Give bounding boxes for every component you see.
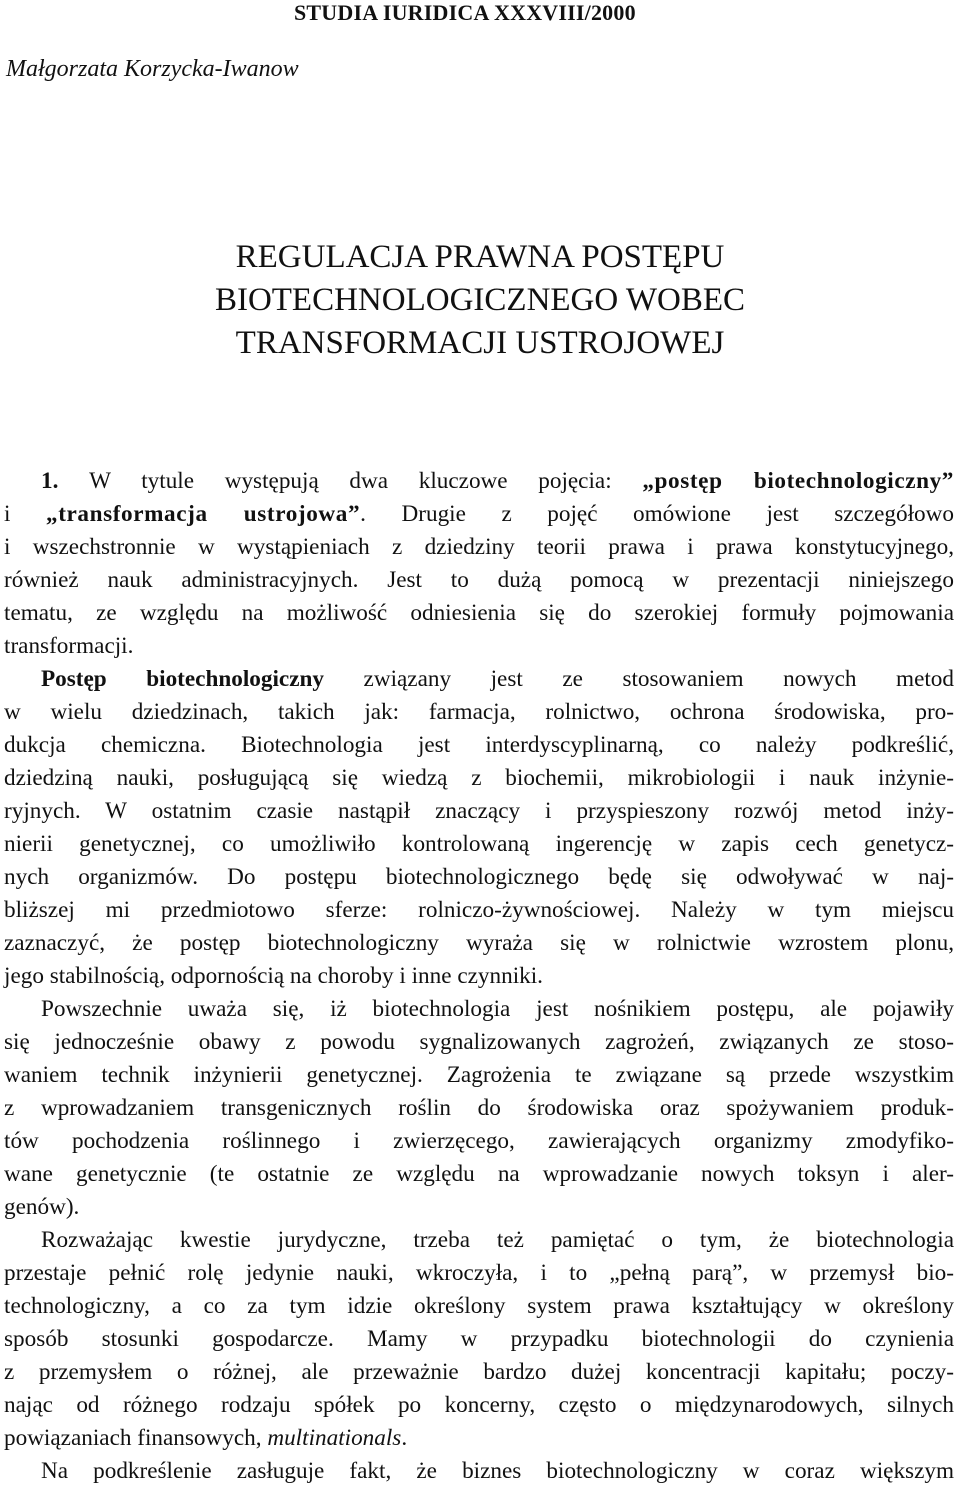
term-emphasis: „transformacja ustrojowa” <box>46 501 361 527</box>
term-emphasis: Postęp biotechnologiczny <box>41 666 324 692</box>
text-line: nych organizmów. Do postępu biotechnologicznego będę się odwoływać w naj- <box>4 864 954 890</box>
text-line: z przemysłem o różnej, ale przeważnie bardzo dużej koncentracji kapitału; poczy- <box>4 1359 954 1385</box>
text-line: przestaje pełnić rolę jedynie nauki, wkroczyła, i to „pełną parą”, w przemysł bio- <box>4 1260 954 1286</box>
text-line <box>4 498 954 531</box>
text-line: wane genetycznie (te ostatnie ze względu na wprowadzanie nowych toksyn i aler- <box>4 1161 954 1187</box>
text-line: genów). <box>4 1194 80 1220</box>
article-body <box>4 465 954 1488</box>
text-line: waniem technik inżynierii genetycznej. Zagrożenia te związane są przede wszystkim <box>4 1062 954 1088</box>
text-line: sposób stosunki gospodarcze. Mamy w przypadku biotechnologii do czynienia <box>4 1326 954 1352</box>
title-line: BIOTECHNOLOGICZNEGO WOBEC <box>214 282 746 318</box>
text-line: ryjnych. W ostatnim czasie nastąpił znaczący i przyspieszony rozwój metod inży- <box>4 798 954 824</box>
text-line: dziedziną nauki, posługującą się wiedzą z biochemii, mikrobiologii i nauk inżynie- <box>4 765 954 791</box>
paragraph-2 <box>4 663 954 993</box>
text-line: zaznaczyć, że postęp biotechnologiczny wyraża się w rolnictwie wzrostem plonu, <box>4 930 954 956</box>
text-segment: . <box>401 1425 408 1451</box>
text-line: nając od różnego rodzaju spółek po koncerny, często o międzynarodowych, silnych <box>4 1392 954 1418</box>
text-segment: i <box>4 501 46 527</box>
text-line: z wprowadzaniem transgenicznych roślin do środowiska oraz spożywaniem produk- <box>4 1095 954 1121</box>
text-line: i wszechstronnie w wystąpieniach z dziedziny teorii prawa i prawa konstytucyjnego, <box>4 534 954 560</box>
italic-term: multinationals <box>267 1425 402 1451</box>
text-line: tematu, ze względu na możliwość odniesienia się do szerokiej formuły pojmowania <box>4 600 954 626</box>
title-line: TRANSFORMACJI USTROJOWEJ <box>235 325 725 361</box>
text-segment: związany jest ze stosowaniem nowych metod <box>324 666 954 692</box>
paragraph-4 <box>4 1224 954 1455</box>
term-emphasis: „postęp biotechnologiczny” <box>642 468 955 494</box>
text-line: w wielu dziedzinach, takich jak: farmacja, rolnictwo, ochrona środowiska, pro- <box>4 699 954 725</box>
text-line: transformacji. <box>4 633 134 659</box>
journal-header: STUDIA IURIDICA XXXVIII/2000 <box>294 0 636 25</box>
text-line: Na podkreślenie zasługuje fakt, że biznes biotechnologiczny w coraz większym <box>41 1458 954 1484</box>
text-line: tów pochodzenia roślinnego i zwierzęcego, zawierających organizmy zmodyfiko- <box>4 1128 954 1154</box>
text-segment: W tytule występują dwa kluczowe pojęcia: <box>89 468 643 494</box>
text-line: się jednocześnie obawy z powodu sygnalizowanych zagrożeń, związanych ze stoso- <box>4 1029 954 1055</box>
section-number: 1. <box>41 468 90 494</box>
title-line: REGULACJA PRAWNA POSTĘPU <box>235 239 725 275</box>
paragraph-3 <box>4 993 954 1224</box>
text-line <box>4 663 954 696</box>
text-segment: . Drugie z pojęć omówione jest szczegółowo <box>360 501 954 527</box>
text-segment: powiązaniach finansowych, <box>4 1425 268 1451</box>
text-line: technologiczny, a co za tym idzie określony system prawa kształtujący w określony <box>4 1293 954 1319</box>
article-title <box>0 236 960 365</box>
author-name: Małgorzata Korzycka-Iwanow <box>6 56 299 82</box>
text-line: dukcja chemiczna. Biotechnologia jest interdyscyplinarną, co należy podkreślić, <box>4 732 954 758</box>
text-line <box>4 1422 954 1455</box>
paragraph-5 <box>4 1455 954 1488</box>
text-line: jego stabilnością, odpornością na choroby i inne czynniki. <box>4 963 543 989</box>
text-line: Rozważając kwestie jurydyczne, trzeba też pamiętać o tym, że biotechnologia <box>41 1227 954 1253</box>
text-line: nierii genetycznej, co umożliwiło kontrolowaną ingerencję w zapis cech genetycz- <box>4 831 954 857</box>
text-line: Powszechnie uważa się, iż biotechnologia jest nośnikiem postępu, ale pojawiły <box>41 996 954 1022</box>
text-line <box>4 465 954 498</box>
text-line: również nauk administracyjnych. Jest to dużą pomocą w prezentacji niniejszego <box>4 567 954 593</box>
text-line: bliższej mi przedmiotowo sferze: rolniczo-żywnościowej. Należy w tym miejscu <box>4 897 954 923</box>
paragraph-1 <box>4 465 954 663</box>
